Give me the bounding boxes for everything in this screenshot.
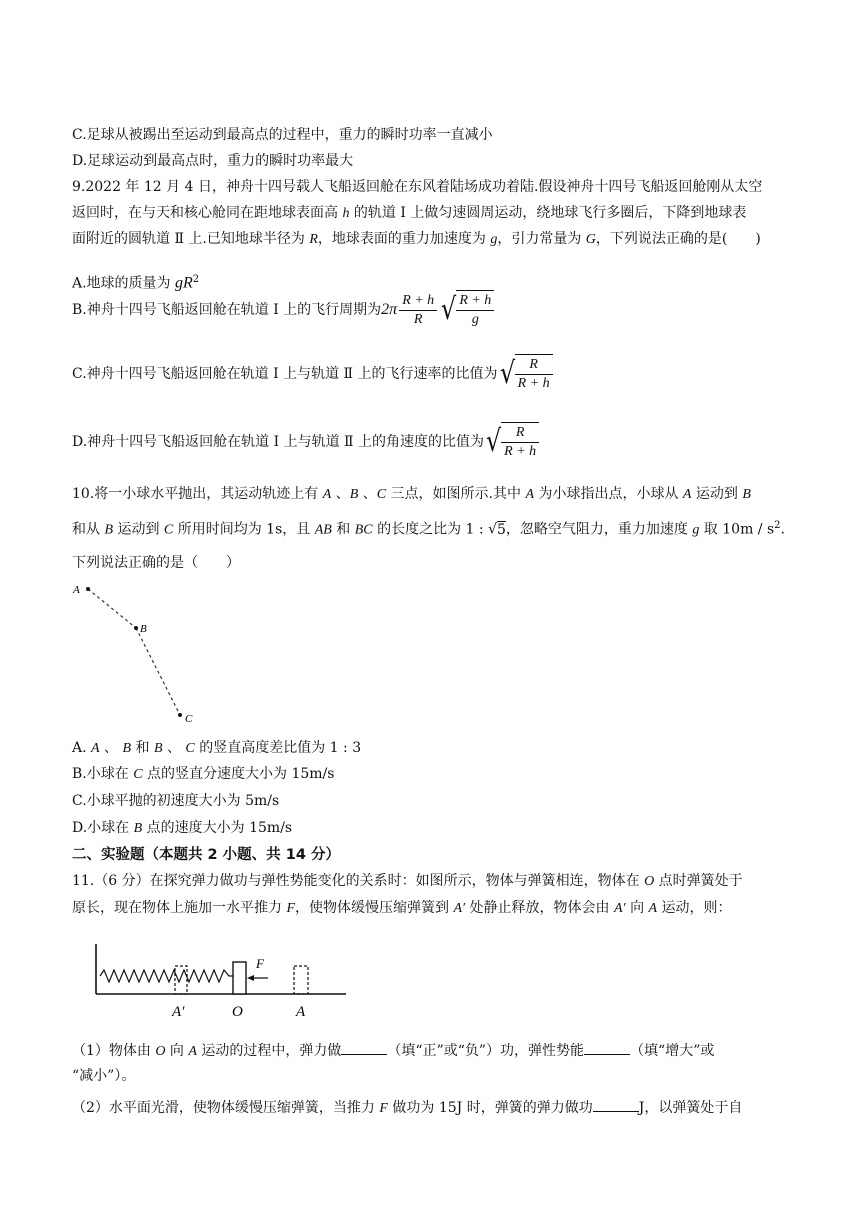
block-position-a (294, 966, 308, 994)
q9-stem-line1: 9.2022 年 12 月 4 日，神舟十四号载人飞船返回舱在东风着陆场成功着陆.假设神舟十四号飞船返回舱刚从太空 (72, 179, 763, 195)
q10-option-c: C.小球平抛的初速度大小为 5m/s (72, 793, 280, 809)
q10-option-d: D.小球在 B 点的速度大小为 15m/s (72, 820, 293, 836)
label-a: A (296, 1004, 306, 1020)
q9-stem-line2: 返回时，在与天和核心舱同在距地球表面高 h 的轨道 Ⅰ 上做匀速圆周运动，绕地球飞行多圈后，下降到地球表 (72, 205, 747, 221)
q10-stem-line3: 下列说法正确的是（ ） (72, 555, 240, 571)
point-a (86, 587, 90, 591)
answer-blank-2[interactable] (584, 1040, 630, 1055)
label-a-prime: A′ (172, 1004, 185, 1020)
q10-stem-line2: 和从 B 运动到 C 所用时间均为 1s，且 AB 和 BC 的长度之比为 1 : √5，忽略空气阻力，重力加速度 g 取 $10m / s^2$. (72, 520, 785, 538)
q11-stem-line2: 原长，现在物体上施加一水平推力 F，使物体缓慢压缩弹簧到 A′ 处静止释放，物体会由 A′ 向 A 运动，则： (72, 900, 732, 916)
q9-option-b: B.神舟十四号飞船返回舱在轨道 Ⅰ 上的飞行周期为 2π $\frac{R + h}{R}$ √ $\frac{R + h}{g}$ (72, 288, 494, 332)
block (233, 962, 246, 994)
answer-blank-1[interactable] (341, 1040, 387, 1055)
q9-option-d: D.神舟十四号飞船返回舱在轨道 Ⅰ 上与轨道 Ⅱ 上的角速度的比值为 √ $\frac{R}{R + h}$ (72, 420, 539, 464)
label-f: F (256, 956, 264, 971)
q8-option-c: C.足球从被踢出至运动到最高点的过程中，重力的瞬时功率一直减小 (72, 127, 493, 143)
block-position-a-prime (175, 966, 187, 994)
q9-stem-line3: 面附近的圆轨道 Ⅱ 上.已知地球半径为 R，地球表面的重力加速度为 g，引力常量为 G，下列说法正确的是( ) (72, 231, 761, 247)
q8-option-d: D.足球运动到最高点时，重力的瞬时功率最大 (72, 153, 354, 169)
force-arrow-head (247, 975, 254, 981)
segment-ab (88, 589, 136, 628)
q10-stem-line1: 10.将一小球水平抛出，其运动轨迹上有 A 、B 、C 三点，如图所示.其中 A 为小球指出点，小球从 A 运动到 B (72, 486, 751, 502)
q10-option-a: A. A 、 B 和 B 、 C 的竖直高度差比值为 1 : 3 (72, 740, 362, 756)
spring (100, 970, 233, 982)
q11-stem-line1: 11.（6 分）在探究弹力做功与弹性势能变化的关系时：如图所示，物体与弹簧相连，物体在 O 点时弹簧处于 (72, 873, 743, 889)
point-b (134, 626, 138, 630)
label-a: A (73, 584, 80, 596)
q9-option-a: A.地球的质量为 $gR^2$ (72, 274, 200, 292)
q11-sub1-line2: “减小”）。 (72, 1068, 136, 1084)
q10-option-b: B.小球在 C 点的竖直分速度大小为 15m/s (72, 766, 335, 782)
label-c: C (185, 713, 193, 725)
label-o: O (232, 1004, 243, 1020)
segment-bc (136, 628, 180, 715)
label-b: B (140, 623, 147, 635)
q10-trajectory-figure (70, 578, 210, 728)
section-2-title: 二、实验题（本题共 2 小题、共 14 分） (72, 847, 340, 863)
q11-sub1-line1: （1）物体由 O 向 A 运动的过程中，弹力做 （填“正”或“负”）功，弹性势能 （填“增大”或 (72, 1040, 714, 1062)
q9-option-c: C.神舟十四号飞船返回舱在轨道 Ⅰ 上与轨道 Ⅱ 上的飞行速率的比值为 √ $\frac{R}{R + h}$ (72, 352, 553, 396)
answer-blank-3[interactable] (593, 1097, 639, 1112)
q11-sub2-line1: （2）水平面光滑，使物体缓慢压缩弹簧，当推力 F 做功为 15J 时，弹簧的弹力做功 J，以弹簧处于自 (72, 1097, 742, 1119)
point-c (178, 713, 182, 717)
q11-spring-figure (88, 938, 358, 1020)
